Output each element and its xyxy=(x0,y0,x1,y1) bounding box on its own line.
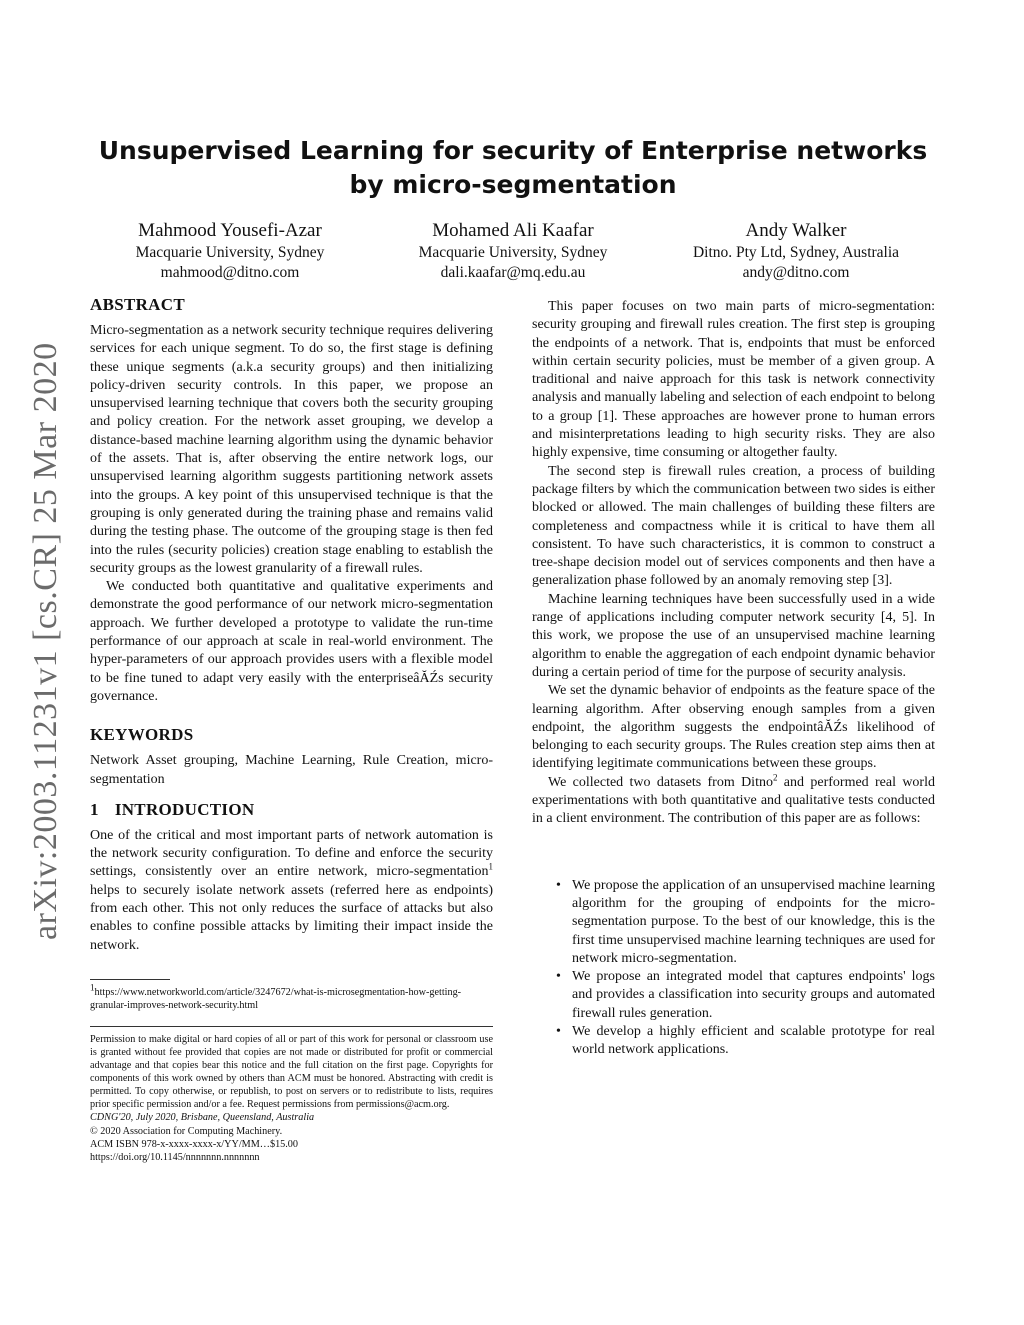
footnote-1 xyxy=(90,982,493,1012)
footnote-ref-2: 2 xyxy=(772,772,778,783)
keywords-text: Network Asset grouping, Machine Learning, Rule Creation, micro-segmentation xyxy=(90,753,493,787)
bullet-icon: • xyxy=(556,1023,561,1039)
author-email: dali.kaafar@mq.edu.au xyxy=(440,264,586,281)
list-item xyxy=(532,968,935,1023)
permission-block xyxy=(90,1033,493,1164)
intro-paragraph-2: This paper focuses on two main parts of micro-segmentation: security grouping and firewall rules creation. The first step is grouping the endpoints of a network. That is, endpoints that must be enforced within certain security policies, must be member of a given group. A traditional and naive approach for this task is network connectivity analysis and manually labeling and selection of each endpoint to belong to a group [1]. These approaches are however prone to human errors and misinterpretations leading to high security risks. They are also highly expensive, time consuming or altogether faulty. xyxy=(532,299,935,461)
author-affiliation: Macquarie University, Sydney xyxy=(135,244,325,261)
intro-text-c: We collected two datasets from Ditno xyxy=(548,774,773,790)
footnote-ref-1: 1 xyxy=(488,861,493,872)
intro-paragraph-1 xyxy=(90,827,493,955)
intro-text-a: One of the critical and most important parts of network automation is the network security configuration. To define and enforce the security settings, consistently over an entire network, micro-segmentation xyxy=(90,827,493,880)
author-1 xyxy=(90,219,370,283)
isbn-line: ACM ISBN 978-x-xxxx-xxxx-x/YY/MM…$15.00 xyxy=(90,1138,298,1150)
abstract-paragraph-2: We conducted both quantitative and qualitative experiments and demonstrate the good performance of our network micro-segmentation approach. We further developed a prototype to validate the run-time performance of our approach at scale in real-world environment. The hyper-parameters of our approach provides users with a flexible model to be fine tuned to adapt very easily with the enterpriseâĂŹs security governance. xyxy=(90,579,493,704)
abstract-heading: ABSTRACT xyxy=(90,295,185,314)
author-name: Andy Walker xyxy=(745,220,847,241)
author-name: Mahmood Yousefi-Azar xyxy=(138,220,322,241)
paper-title: Unsupervised Learning for security of Enterprise networks by micro-segmentation xyxy=(98,136,928,199)
intro-paragraph-3: The second step is firewall rules creation, a process of building package filters by which the communication between two sides is either blocked or allowed. The main challenges of building these filters are completeness and compactness while it is critical to have them all consistent. To have such characteristics, it is common to construct a tree-shape decision model out of services components and then have a generalization phase followed by an anomaly removing step [3]. xyxy=(532,463,935,589)
arxiv-identifier: arXiv:2003.11231v1 [cs.CR] 25 Mar 2020 xyxy=(27,342,64,940)
footnote-divider xyxy=(90,979,170,980)
permission-divider xyxy=(90,1026,493,1027)
author-affiliation: Macquarie University, Sydney xyxy=(418,244,608,261)
intro-text-d: and performed real world experimentations with both quantitative and qualitative tests conducted in a client environment. The contribution of this paper are as follows: xyxy=(532,774,935,827)
contribution-text: We propose the application of an unsupervised machine learning algorithm for the grouping of endpoints for the micro-segmentation purpose. To the best of our knowledge, this is the first time unsupervised machine learning techniques are used for network micro-segmentation. xyxy=(572,877,935,966)
footnote-mark: 1 xyxy=(90,982,95,993)
intro-paragraph-6 xyxy=(532,774,935,829)
contribution-text: We develop a highly efficient and scalable prototype for real world network applications. xyxy=(572,1023,935,1058)
intro-paragraph-4: Machine learning techniques have been successfully used in a wide range of applications including computer network security [4, 5]. In this work, we propose the use of an unsupervised machine learning algorithm to enable the aggregation of each endpoint dynamic behavior during a certain period of time for the purpose of security analysis. xyxy=(532,591,935,680)
left-column xyxy=(90,294,493,1164)
permission-text: Permission to make digital or hard copies of all or part of this work for personal or classroom use is granted without fee provided that copies are not made or distributed for profit or commercial advantage and that copies bear this notice and the full citation on the first page. Copyrights for components of this work owned by others than ACM must be honored. Abstracting with credit is permitted. To copy otherwise, or republish, to post on servers or to redistribute to lists, requires prior specific permission and/or a fee. Request permissions from permissions@acm.org. xyxy=(90,1033,493,1111)
right-column xyxy=(532,298,935,1060)
copyright-line: © 2020 Association for Computing Machinery. xyxy=(90,1125,283,1137)
conference-info: CDNG'20, July 2020, Brisbane, Queensland, Australia xyxy=(90,1112,315,1124)
intro-heading xyxy=(90,799,493,821)
intro-text-b: helps to securely isolate network assets (referred here as endpoints) from each other. This not only reduces the surface of attacks but also enables to confine possible attacks by limiting their impact inside the network. xyxy=(90,882,493,953)
author-name: Mohamed Ali Kaafar xyxy=(432,220,594,241)
contribution-text: We propose an integrated model that captures endpoints' logs and provides a classification into security groups and automated firewall rules generation. xyxy=(572,969,935,1021)
author-affiliation: Ditno. Pty Ltd, Sydney, Australia xyxy=(692,244,900,261)
keywords-heading: KEYWORDS xyxy=(90,725,194,745)
author-2 xyxy=(373,219,653,283)
author-email: mahmood@ditno.com xyxy=(160,264,300,281)
section-title: INTRODUCTION xyxy=(114,799,255,819)
list-item xyxy=(532,877,935,968)
contribution-list xyxy=(532,877,935,1060)
section-number: 1 xyxy=(90,799,99,819)
footnote-url: https://www.networkworld.com/article/3247672/what-is-microsegmentation-how-getting-granular-improves-network-security.html xyxy=(90,986,462,1011)
intro-paragraph-5: We set the dynamic behavior of endpoints as the feature space of the learning algorithm. After observing enough samples from a given endpoint, the algorithm suggests the endpointâĂŹs likelihood of belonging to each security groups. The Rules creation step aims then at identifying legitimate communications between these groups. xyxy=(532,683,935,772)
abstract-paragraph-1: Micro-segmentation as a network security technique requires delivering services for each unique segment. To do so, the first stage is defining these unique segments (a.k.a security groups) and then initializing policy-driven security controls. In this paper, we propose an unsupervised learning technique that covers both the security grouping and policy creation. For the network asset grouping, we develop a distance-based machine learning algorithm using the dynamic behavior of the assets. That is, after observing the entire network logs, our unsupervised learning algorithm suggests partitioning network assets into the groups. A key point of this unsupervised technique is that the grouping is only generated during the training phase and remains valid during the testing phase. The outcome of the grouping stage is then fed into the rules (security policies) creation stage enabling to establish the security groups as the lowest granularity of a firewall rules. xyxy=(90,323,493,576)
author-block xyxy=(90,219,936,283)
author-email: andy@ditno.com xyxy=(742,264,850,281)
bullet-icon: • xyxy=(556,969,561,985)
list-item xyxy=(532,1023,935,1060)
author-3 xyxy=(656,219,936,283)
bullet-icon: • xyxy=(556,877,561,893)
doi-line: https://doi.org/10.1145/nnnnnnn.nnnnnnn xyxy=(90,1151,260,1163)
